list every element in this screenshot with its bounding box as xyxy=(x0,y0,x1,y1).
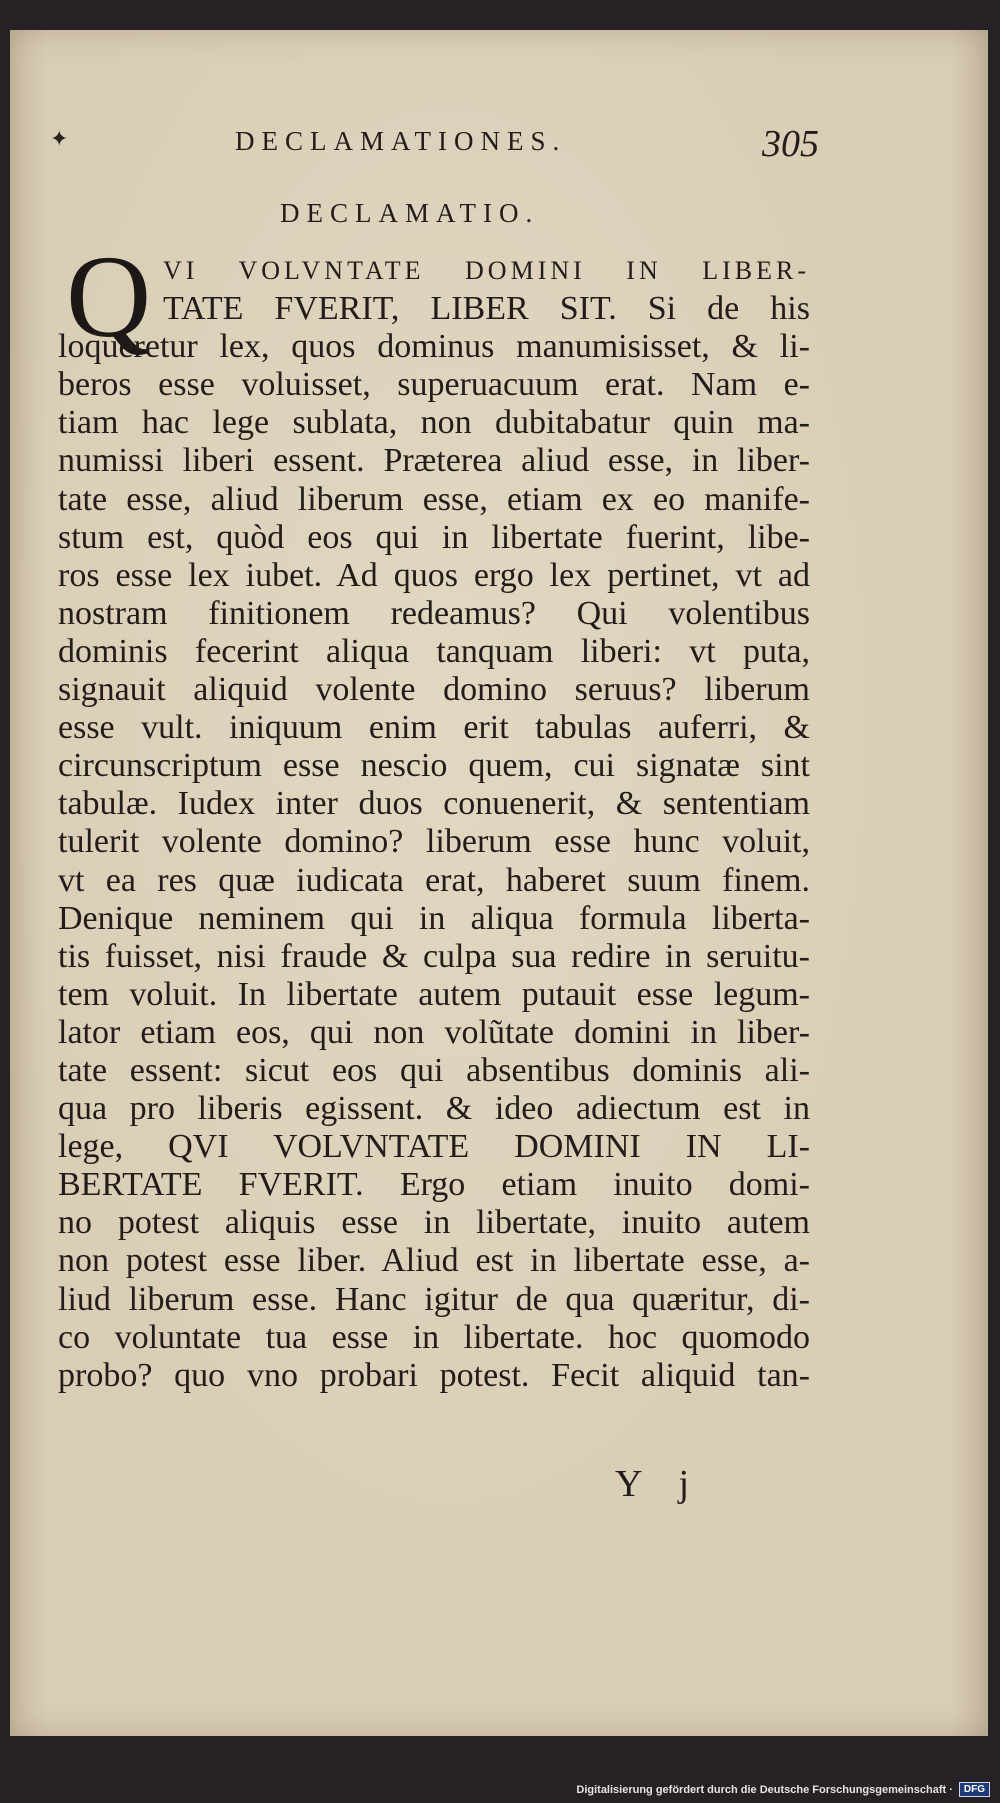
text-line: tabulæ. Iudex inter duos conuenerit, & sententiam xyxy=(58,785,810,823)
page-number: 305 xyxy=(762,123,819,165)
drop-cap: Q xyxy=(66,231,152,362)
text-line: dominis fecerint aliqua tanquam liberi: vt puta, xyxy=(58,632,810,670)
fleuron-ornament: ✦ xyxy=(50,126,69,151)
text-line: tate esse, aliud liberum esse, etiam ex eo manife- xyxy=(58,480,810,518)
text-line: loqueretur lex, quos dominus manumisisset, & li- xyxy=(58,328,810,366)
digitization-credit xyxy=(576,1782,990,1797)
text-line: ros esse lex iubet. Ad quos ergo lex pertinet, vt ad xyxy=(58,556,810,594)
text-line: probo? quo vno probari potest. Fecit aliquid tan- xyxy=(58,1356,810,1394)
text-line: tate essent: sicut eos qui absentibus dominis ali- xyxy=(58,1051,810,1089)
running-head: DECLAMATIONES. xyxy=(235,126,567,156)
text-line: lator etiam eos, qui non volũtate domini in liber- xyxy=(58,1013,810,1051)
text-line: Denique neminem qui in aliqua formula liberta- xyxy=(58,899,810,937)
text-line: liud liberum esse. Hanc igitur de qua quæritur, di- xyxy=(58,1280,810,1318)
text-line: VI VOLVNTATE DOMINI IN LIBER- xyxy=(163,256,810,285)
credit-text: Digitalisierung gefördert durch die Deutsche Forschungsgemeinschaft · xyxy=(576,1783,953,1796)
text-line: lege, QVI VOLVNTATE DOMINI IN LI- xyxy=(58,1128,810,1166)
body-text xyxy=(58,252,810,1395)
text-line: beros esse voluisset, superuacuum erat. Nam e- xyxy=(58,366,810,404)
text-line: tis fuisset, nisi fraude & culpa sua redire in seruitu- xyxy=(58,937,810,975)
book-page xyxy=(10,30,988,1736)
text-line: vt ea res quæ iudicata erat, haberet suum finem. xyxy=(58,861,810,899)
text-line: tem voluit. In libertate autem putauit esse legum- xyxy=(58,975,810,1013)
text-line: esse vult. iniquum enim erit tabulas auferri, & xyxy=(58,709,810,747)
text-line: tiam hac lege sublata, non dubitabatur quin ma- xyxy=(58,404,810,442)
text-line: circunscriptum esse nescio quem, cui signatæ sint xyxy=(58,747,810,785)
text-line: BERTATE FVERIT. Ergo etiam inuito domi- xyxy=(58,1166,810,1204)
text-line: tulerit volente domino? liberum esse hunc voluit, xyxy=(58,823,810,861)
text-line: nostram finitionem redeamus? Qui volentibus xyxy=(58,594,810,632)
text-line: numissi liberi essent. Præterea aliud esse, in liber- xyxy=(58,442,810,480)
text-line: no potest aliquis esse in libertate, inuito autem xyxy=(58,1204,810,1242)
text-line: qua pro liberis egissent. & ideo adiectum est in xyxy=(58,1090,810,1128)
text-line: stum est, quòd eos qui in libertate fuerint, libe- xyxy=(58,518,810,556)
text-line: TATE FVERIT, LIBER SIT. Si de his xyxy=(163,290,810,328)
signature-mark: Y j xyxy=(615,1463,704,1505)
dfg-logo: DFG xyxy=(959,1782,990,1797)
text-line: signauit aliquid volente domino seruus? liberum xyxy=(58,671,810,709)
text-line: non potest esse liber. Aliud est in libertate esse, a- xyxy=(58,1242,810,1280)
text-line: co voluntate tua esse in libertate. hoc quomodo xyxy=(58,1318,810,1356)
section-title: DECLAMATIO. xyxy=(280,198,540,228)
